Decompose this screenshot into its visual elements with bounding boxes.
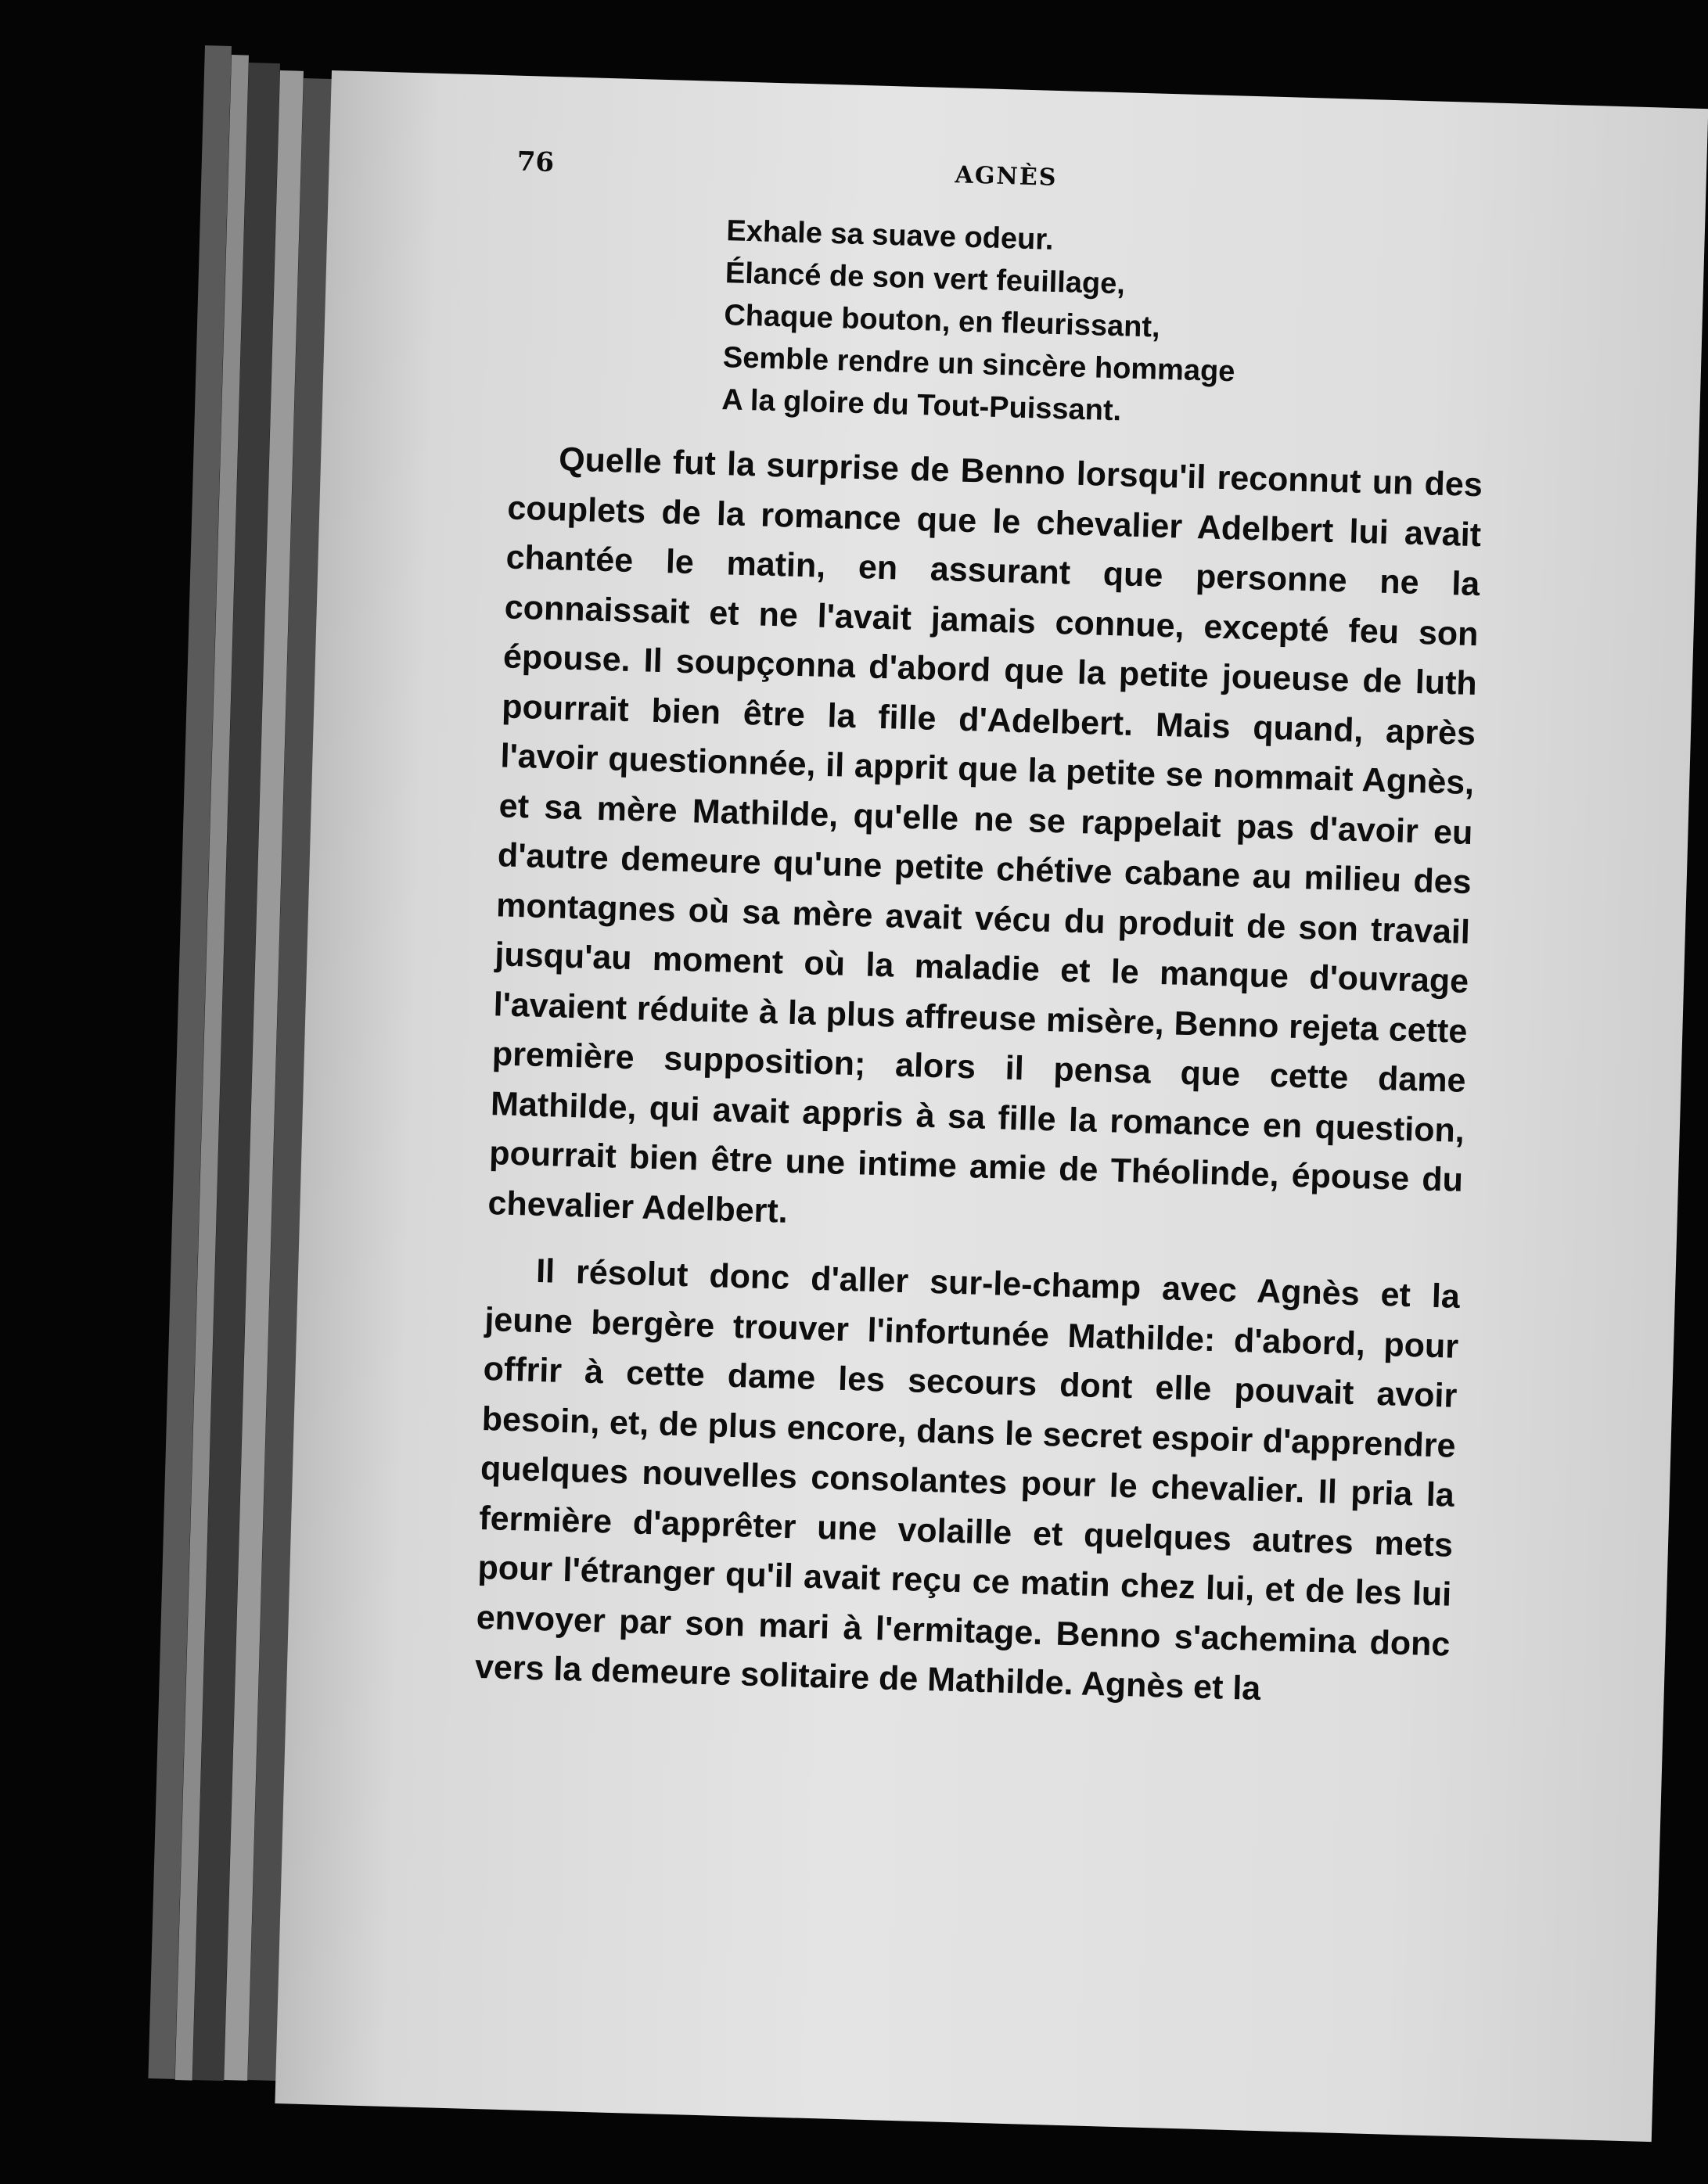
poem-line: A la gloire du Tout-Puissant. [721, 383, 1122, 428]
running-title: AGNÈS [955, 161, 1058, 192]
page-header [516, 146, 1491, 221]
paragraph: Quelle fut la surprise de Benno lorsqu'il reconnut un des couplets de la romance que le chevalier Adelbert lui avait chantée le matin, en assurant que personne ne la connaissait et ne l'avait jamais connue, excepté feu son épouse. Il soupçonna d'abord que la petite joueuse de luth pourrait bien être la fille d'Adelbert. Mais quand, après l'avoir questionnée, il apprit que la petite se nommait Agnès, et sa mère Mathilde, qu'elle ne se rappelait pas d'avoir eu d'autre demeure qu'une petite chétive cabane au milieu des montagnes où sa mère avait vécu du produit de son travail jusqu'au moment où la maladie et le manque d'ouvrage l'avaient réduite à la plus affreuse misère, Benno rejeta cette première supposition; alors il pensa que cette dame Mathilde, qui avait appris à sa fille la romance en question, pourrait bien être une intime amie de Théolinde, épouse du chevalier Adelbert. [487, 440, 1483, 1230]
paragraph: Il résolut donc d'aller sur-le-champ avec Agnès et la jeune bergère trouver l'infortunée Mathilde: d'abord, pour offrir à cette dame les secours dont elle pouvait avoir besoin, et, de plus encore, dans le secret espoir d'apprendre quelques nouvelles consolantes pour le chevalier. Il pria la fermière d'apprêter une volaille et quelques autres mets pour l'étranger qu'il avait reçu ce matin chez lui, et de les lui envoyer par son mari à l'ermitage. Benno s'achemina donc vers la demeure solitaire de Mathilde. Agnès et la [474, 1252, 1461, 1708]
page-content [474, 146, 1491, 1719]
poem-line: Chaque bouton, en fleurissant, [723, 299, 1161, 344]
body-text [474, 434, 1483, 1720]
poem-line: Exhale sa suave odeur. [725, 214, 1055, 257]
poem-line: Semble rendre un sincère hommage [722, 341, 1235, 389]
poem-stanza [721, 210, 1490, 442]
book-page [275, 70, 1708, 2142]
page-number: 76 [516, 145, 555, 178]
poem-line: Élancé de son vert feuillage, [725, 257, 1126, 301]
